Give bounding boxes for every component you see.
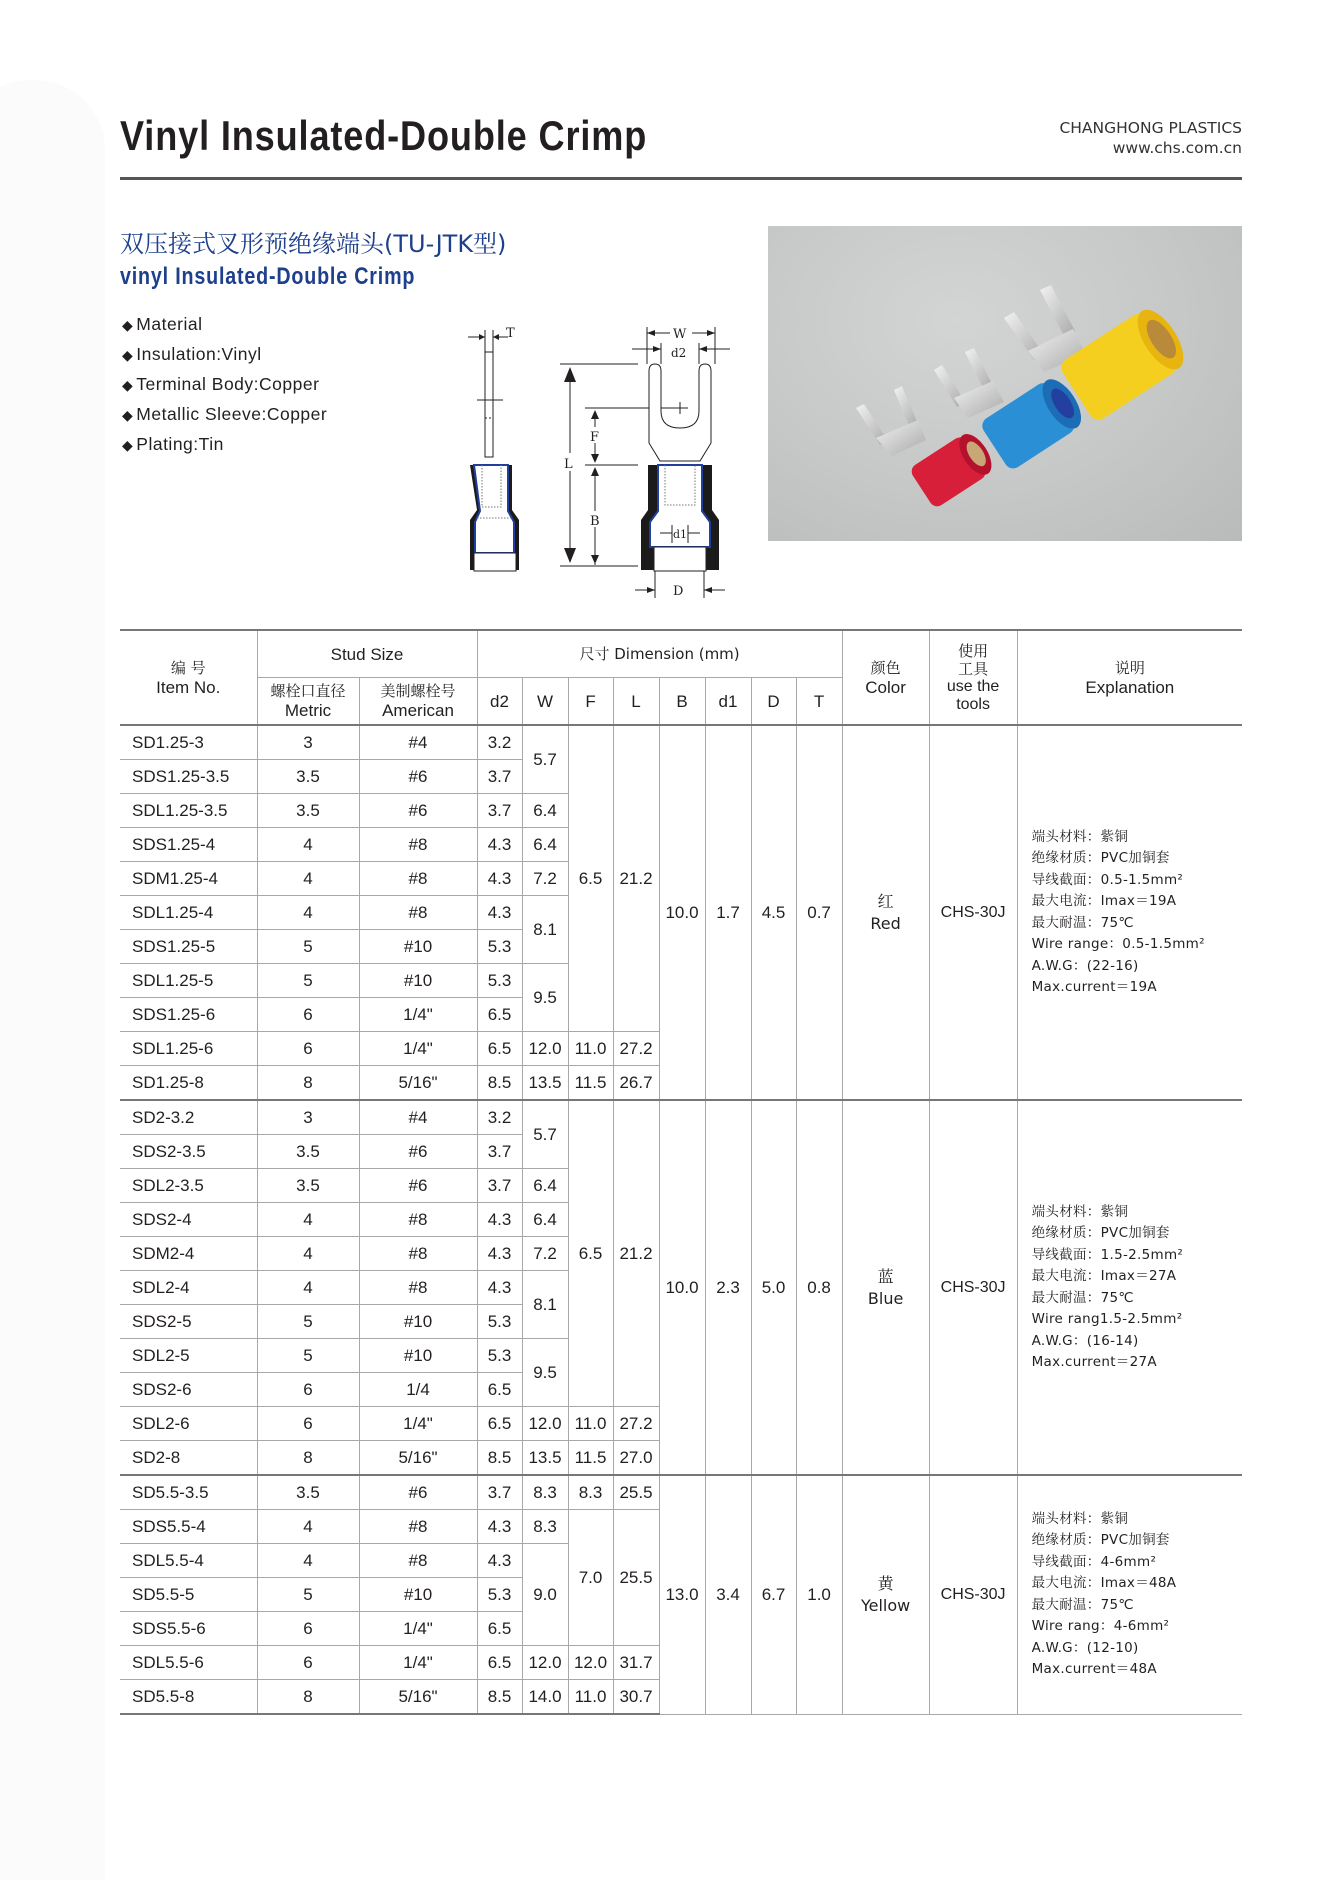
cell-W: 7.2 xyxy=(522,862,568,896)
header-color xyxy=(842,630,929,725)
cell-metric: 6 xyxy=(257,1373,359,1407)
cell-metric: 3.5 xyxy=(257,760,359,794)
header-text: 螺栓口直径 xyxy=(270,682,346,700)
explanation-line: 端头材料：紫铜 xyxy=(1031,828,1129,845)
cell-metric: 3.5 xyxy=(257,1135,359,1169)
cell-metric: 6 xyxy=(257,998,359,1032)
cell-T: 0.8 xyxy=(796,1100,842,1475)
cell-item-no: SDL5.5-4 xyxy=(120,1544,257,1578)
cell-W: 9.0 xyxy=(522,1544,568,1646)
feature-item xyxy=(122,312,327,342)
cell-F: 11.5 xyxy=(568,1441,613,1476)
cell-d2: 4.3 xyxy=(477,828,522,862)
dim-label-T: T xyxy=(506,326,515,341)
cell-B: 10.0 xyxy=(659,725,705,1100)
cell-item-no: SDL1.25-5 xyxy=(120,964,257,998)
header-F: F xyxy=(568,678,613,726)
cell-item-no: SDS1.25-5 xyxy=(120,930,257,964)
cell-d2: 4.3 xyxy=(477,1203,522,1237)
cell-american: 1/4" xyxy=(359,1407,477,1441)
cell-D: 5.0 xyxy=(751,1100,796,1475)
cell-metric: 4 xyxy=(257,862,359,896)
cell-d2: 6.5 xyxy=(477,1407,522,1441)
cell-american: #10 xyxy=(359,964,477,998)
cell-d2: 4.3 xyxy=(477,862,522,896)
cell-d2: 5.3 xyxy=(477,1339,522,1373)
color-name-en: Red xyxy=(870,913,901,933)
cell-d2: 5.3 xyxy=(477,930,522,964)
cell-american: #6 xyxy=(359,794,477,828)
header-dimension xyxy=(477,630,842,678)
cell-item-no: SD1.25-3 xyxy=(120,725,257,760)
cell-W: 13.5 xyxy=(522,1066,568,1101)
cell-tool: CHS-30J xyxy=(929,1100,1017,1475)
cell-L: 27.0 xyxy=(613,1441,659,1476)
cell-american: #6 xyxy=(359,1169,477,1203)
cell-W: 13.5 xyxy=(522,1441,568,1476)
cell-american: #4 xyxy=(359,725,477,760)
header-L: L xyxy=(613,678,659,726)
explanation-line: 绝缘材质：PVC加铜套 xyxy=(1031,850,1170,866)
product-photo xyxy=(768,226,1242,541)
cell-american: #6 xyxy=(359,760,477,794)
header-text: Color xyxy=(865,677,906,697)
cell-L: 27.2 xyxy=(613,1407,659,1441)
cell-d2: 3.7 xyxy=(477,794,522,828)
cell-d2: 8.5 xyxy=(477,1066,522,1101)
cell-explanation xyxy=(1017,1100,1242,1475)
cell-d2: 4.3 xyxy=(477,896,522,930)
cell-W: 14.0 xyxy=(522,1680,568,1715)
cell-metric: 5 xyxy=(257,1339,359,1373)
cell-metric: 3 xyxy=(257,725,359,760)
cell-L: 25.5 xyxy=(613,1510,659,1646)
cell-item-no: SDS2-3.5 xyxy=(120,1135,257,1169)
header-text: 编 号 xyxy=(170,658,206,677)
cell-item-no: SDS1.25-3.5 xyxy=(120,760,257,794)
cell-american: 1/4" xyxy=(359,1612,477,1646)
header-B: B xyxy=(659,678,705,726)
cell-item-no: SDL2-5 xyxy=(120,1339,257,1373)
cell-F: 8.3 xyxy=(568,1475,613,1510)
product-title-en: vinyl Insulated-Double Crimp xyxy=(120,263,416,290)
cell-item-no: SDS2-5 xyxy=(120,1305,257,1339)
color-name-en: Yellow xyxy=(860,1595,911,1615)
cell-L: 26.7 xyxy=(613,1066,659,1101)
cell-american: 1/4" xyxy=(359,1032,477,1066)
color-name-cn: 红 xyxy=(877,891,894,911)
cell-W: 6.4 xyxy=(522,1203,568,1237)
cell-item-no: SDL2-4 xyxy=(120,1271,257,1305)
header-T: T xyxy=(796,678,842,726)
explanation-line: 最大电流：Imax＝48A xyxy=(1031,1575,1177,1592)
cell-american: 1/4" xyxy=(359,1646,477,1680)
explanation-line: 导线截面：4-6mm² xyxy=(1031,1553,1157,1570)
cell-tool: CHS-30J xyxy=(929,725,1017,1100)
feature-list xyxy=(122,312,327,462)
cell-d2: 8.5 xyxy=(477,1441,522,1476)
explanation-line: 最大电流：Imax＝19A xyxy=(1031,893,1177,909)
diamond-bullet-icon: ◆ xyxy=(122,407,134,423)
cell-metric: 5 xyxy=(257,1578,359,1612)
cell-W: 6.4 xyxy=(522,794,568,828)
cell-d2: 5.3 xyxy=(477,1305,522,1339)
header-d1: d1 xyxy=(705,678,751,726)
cell-d2: 6.5 xyxy=(477,1032,522,1066)
cell-d1: 3.4 xyxy=(705,1475,751,1714)
cell-d2: 8.5 xyxy=(477,1680,522,1715)
header-tools xyxy=(929,630,1017,725)
cell-F: 11.0 xyxy=(568,1680,613,1715)
cell-color xyxy=(842,725,929,1100)
cell-american: #10 xyxy=(359,1578,477,1612)
table-group-blue xyxy=(120,1100,1242,1475)
feature-item xyxy=(122,342,327,372)
cell-L: 30.7 xyxy=(613,1680,659,1715)
cell-item-no: SDL1.25-6 xyxy=(120,1032,257,1066)
cell-american: 5/16" xyxy=(359,1441,477,1476)
header-rule xyxy=(120,177,1242,180)
dim-label-d1: d1 xyxy=(673,528,688,541)
header-text: tools xyxy=(956,695,990,713)
cell-d2: 6.5 xyxy=(477,1646,522,1680)
cell-d2: 4.3 xyxy=(477,1237,522,1271)
cell-d1: 1.7 xyxy=(705,725,751,1100)
header-text: 工具 xyxy=(958,659,989,678)
cell-W: 6.4 xyxy=(522,1169,568,1203)
cell-metric: 5 xyxy=(257,964,359,998)
diamond-bullet-icon: ◆ xyxy=(122,347,134,363)
cell-metric: 8 xyxy=(257,1066,359,1101)
explanation-line: 导线截面：1.5-2.5mm² xyxy=(1031,1246,1184,1263)
brand-website: www.chs.com.cn xyxy=(1112,139,1242,157)
feature-item xyxy=(122,432,327,462)
explanation-line: Max.current＝48A xyxy=(1031,1661,1157,1678)
cell-item-no: SDS1.25-6 xyxy=(120,998,257,1032)
cell-d2: 6.5 xyxy=(477,998,522,1032)
cell-american: #8 xyxy=(359,1237,477,1271)
explanation-line: 最大电流：Imax＝27A xyxy=(1031,1268,1177,1284)
cell-metric: 6 xyxy=(257,1407,359,1441)
cell-W: 8.1 xyxy=(522,1271,568,1339)
cell-tool: CHS-30J xyxy=(929,1475,1017,1714)
cell-item-no: SDS1.25-4 xyxy=(120,828,257,862)
explanation-line: Wire rang：4-6mm² xyxy=(1031,1618,1170,1635)
cell-item-no: SDL1.25-3.5 xyxy=(120,794,257,828)
cell-metric: 4 xyxy=(257,828,359,862)
cell-item-no: SD2-3.2 xyxy=(120,1100,257,1135)
cell-d1: 2.3 xyxy=(705,1100,751,1475)
cell-item-no: SDS2-4 xyxy=(120,1203,257,1237)
table-row xyxy=(120,725,1242,760)
dim-label-B: B xyxy=(590,514,600,529)
cell-metric: 6 xyxy=(257,1032,359,1066)
cell-W: 12.0 xyxy=(522,1407,568,1441)
feature-item xyxy=(122,402,327,432)
cell-american: #6 xyxy=(359,1475,477,1510)
cell-color xyxy=(842,1100,929,1475)
cell-american: #10 xyxy=(359,930,477,964)
header-text: 美制螺栓号 xyxy=(380,682,456,700)
cell-F: 11.0 xyxy=(568,1032,613,1066)
cell-d2: 3.7 xyxy=(477,1169,522,1203)
table-row xyxy=(120,1475,1242,1510)
header-explanation xyxy=(1017,630,1242,725)
dim-label-W: W xyxy=(673,327,687,342)
cell-metric: 6 xyxy=(257,1612,359,1646)
cell-d2: 6.5 xyxy=(477,1373,522,1407)
feature-text: Terminal Body:Copper xyxy=(136,374,320,394)
cell-T: 0.7 xyxy=(796,725,842,1100)
cell-D: 4.5 xyxy=(751,725,796,1100)
cell-F: 12.0 xyxy=(568,1646,613,1680)
cell-american: #10 xyxy=(359,1305,477,1339)
explanation-line: 绝缘材质：PVC加铜套 xyxy=(1031,1225,1170,1241)
page-title: Vinyl Insulated-Double Crimp xyxy=(120,112,648,159)
explanation-line: 最大耐温：75℃ xyxy=(1031,1289,1134,1306)
dim-label-F: F xyxy=(590,430,600,445)
cell-american: 5/16" xyxy=(359,1066,477,1101)
cell-metric: 5 xyxy=(257,1305,359,1339)
cell-american: #8 xyxy=(359,862,477,896)
explanation-lines xyxy=(1018,1509,1243,1681)
cell-D: 6.7 xyxy=(751,1475,796,1714)
cell-W: 12.0 xyxy=(522,1032,568,1066)
cell-F: 7.0 xyxy=(568,1510,613,1646)
cell-item-no: SDS5.5-6 xyxy=(120,1612,257,1646)
cell-W: 8.3 xyxy=(522,1475,568,1510)
cell-metric: 4 xyxy=(257,1510,359,1544)
cell-d2: 3.7 xyxy=(477,760,522,794)
cell-american: #10 xyxy=(359,1339,477,1373)
product-title-cn: 双压接式叉形预绝缘端头(TU-JTK型) xyxy=(120,230,507,258)
cell-W: 8.1 xyxy=(522,896,568,964)
color-name-cn: 黄 xyxy=(877,1573,894,1593)
terminal-technical-drawing xyxy=(460,315,750,600)
cell-american: #8 xyxy=(359,828,477,862)
cell-item-no: SDL2-6 xyxy=(120,1407,257,1441)
explanation-line: 端头材料：紫铜 xyxy=(1031,1510,1129,1527)
explanation-line: 导线截面：0.5-1.5mm² xyxy=(1031,871,1184,888)
cell-d2: 4.3 xyxy=(477,1510,522,1544)
table-group-red xyxy=(120,725,1242,1100)
dim-label-d2: d2 xyxy=(671,346,687,360)
header-stud-size: Stud Size xyxy=(257,630,477,678)
cell-explanation xyxy=(1017,725,1242,1100)
explanation-line: Wire range：0.5-1.5mm² xyxy=(1031,936,1205,952)
header-text: use the xyxy=(946,677,1000,695)
explanation-line: Wire rang1.5-2.5mm² xyxy=(1031,1311,1183,1327)
cell-d2: 3.7 xyxy=(477,1135,522,1169)
cell-F: 6.5 xyxy=(568,725,613,1032)
cell-B: 13.0 xyxy=(659,1475,705,1714)
cell-metric: 8 xyxy=(257,1680,359,1715)
header-metric xyxy=(257,678,359,726)
cell-W: 5.7 xyxy=(522,725,568,794)
cell-W: 8.3 xyxy=(522,1510,568,1544)
cell-d2: 3.2 xyxy=(477,1100,522,1135)
cell-american: 1/4 xyxy=(359,1373,477,1407)
header-text: 尺寸 Dimension (mm) xyxy=(579,645,740,663)
cell-W: 5.7 xyxy=(522,1100,568,1169)
feature-text: Metallic Sleeve:Copper xyxy=(136,404,328,424)
header-text: Item No. xyxy=(156,677,221,697)
cell-W: 6.4 xyxy=(522,828,568,862)
header-text: Metric xyxy=(284,701,332,720)
brand-block xyxy=(1059,118,1242,158)
cell-d2: 4.3 xyxy=(477,1271,522,1305)
cell-d2: 5.3 xyxy=(477,964,522,998)
header-text: 说明 xyxy=(1114,658,1145,677)
cell-metric: 3.5 xyxy=(257,794,359,828)
table-row xyxy=(120,1100,1242,1135)
cell-item-no: SDL1.25-4 xyxy=(120,896,257,930)
cell-W: 7.2 xyxy=(522,1237,568,1271)
brand-name: CHANGHONG PLASTICS xyxy=(1059,119,1242,137)
cell-metric: 4 xyxy=(257,1203,359,1237)
cell-explanation xyxy=(1017,1475,1242,1714)
color-name-cn: 蓝 xyxy=(877,1266,894,1286)
cell-item-no: SD5.5-5 xyxy=(120,1578,257,1612)
cell-item-no: SDM1.25-4 xyxy=(120,862,257,896)
explanation-line: 最大耐温：75℃ xyxy=(1031,1596,1134,1613)
cell-metric: 5 xyxy=(257,930,359,964)
cell-american: #6 xyxy=(359,1135,477,1169)
cell-item-no: SDL2-3.5 xyxy=(120,1169,257,1203)
explanation-line: 最大耐温：75℃ xyxy=(1031,914,1134,931)
cell-d2: 5.3 xyxy=(477,1578,522,1612)
diamond-bullet-icon: ◆ xyxy=(122,437,134,453)
cell-F: 11.0 xyxy=(568,1407,613,1441)
cell-american: #8 xyxy=(359,1203,477,1237)
cell-american: #8 xyxy=(359,1510,477,1544)
cell-item-no: SD1.25-8 xyxy=(120,1066,257,1101)
cell-metric: 4 xyxy=(257,1237,359,1271)
cell-item-no: SDS5.5-4 xyxy=(120,1510,257,1544)
cell-d2: 3.7 xyxy=(477,1475,522,1510)
background-shape xyxy=(0,80,105,1880)
cell-metric: 4 xyxy=(257,896,359,930)
cell-item-no: SDM2-4 xyxy=(120,1237,257,1271)
cell-item-no: SD2-8 xyxy=(120,1441,257,1476)
header-text: 使用 xyxy=(958,641,989,660)
explanation-lines xyxy=(1018,827,1243,999)
feature-text: Material xyxy=(136,314,203,334)
cell-american: #4 xyxy=(359,1100,477,1135)
explanation-line: 端头材料：紫铜 xyxy=(1031,1203,1129,1220)
cell-american: 5/16" xyxy=(359,1680,477,1715)
explanation-line: Max.current＝27A xyxy=(1031,1354,1157,1370)
cell-F: 11.5 xyxy=(568,1066,613,1101)
explanation-line: A.W.G：(22-16) xyxy=(1031,957,1139,974)
table-group-yellow xyxy=(120,1475,1242,1714)
cell-T: 1.0 xyxy=(796,1475,842,1714)
cell-american: #8 xyxy=(359,1271,477,1305)
cell-color xyxy=(842,1475,929,1714)
feature-item xyxy=(122,372,327,402)
header-item-no xyxy=(120,630,257,725)
cell-d2: 4.3 xyxy=(477,1544,522,1578)
cell-american: 1/4" xyxy=(359,998,477,1032)
spec-table xyxy=(120,629,1242,1715)
cell-metric: 3 xyxy=(257,1100,359,1135)
cell-B: 10.0 xyxy=(659,1100,705,1475)
diamond-bullet-icon: ◆ xyxy=(122,317,134,333)
terminals-illustration xyxy=(768,226,1242,541)
cell-L: 21.2 xyxy=(613,1100,659,1407)
explanation-line: 绝缘材质：PVC加铜套 xyxy=(1031,1532,1170,1549)
dim-label-L: L xyxy=(564,457,573,472)
cell-L: 27.2 xyxy=(613,1032,659,1066)
cell-W: 12.0 xyxy=(522,1646,568,1680)
cell-W: 9.5 xyxy=(522,1339,568,1407)
cell-L: 21.2 xyxy=(613,725,659,1032)
cell-item-no: SD5.5-3.5 xyxy=(120,1475,257,1510)
cell-d2: 6.5 xyxy=(477,1612,522,1646)
cell-metric: 3.5 xyxy=(257,1475,359,1510)
cell-L: 31.7 xyxy=(613,1646,659,1680)
explanation-line: A.W.G：(12-10) xyxy=(1031,1639,1139,1656)
cell-metric: 4 xyxy=(257,1544,359,1578)
cell-metric: 4 xyxy=(257,1271,359,1305)
header-d2: d2 xyxy=(477,678,522,726)
cell-metric: 8 xyxy=(257,1441,359,1476)
explanation-lines xyxy=(1018,1202,1243,1374)
cell-metric: 3.5 xyxy=(257,1169,359,1203)
cell-metric: 6 xyxy=(257,1646,359,1680)
cell-d2: 3.2 xyxy=(477,725,522,760)
header-text: American xyxy=(382,701,454,720)
explanation-line: Max.current＝19A xyxy=(1031,979,1157,995)
feature-text: Plating:Tin xyxy=(136,434,224,454)
cell-F: 6.5 xyxy=(568,1100,613,1407)
color-name-en: Blue xyxy=(867,1288,904,1308)
explanation-line: A.W.G：(16-14) xyxy=(1031,1332,1139,1349)
cell-L: 25.5 xyxy=(613,1475,659,1510)
diamond-bullet-icon: ◆ xyxy=(122,377,134,393)
header-text: 颜色 xyxy=(870,658,901,677)
cell-american: #8 xyxy=(359,896,477,930)
dim-label-D: D xyxy=(673,584,684,599)
cell-W: 9.5 xyxy=(522,964,568,1032)
header-american xyxy=(359,678,477,726)
cell-american: #8 xyxy=(359,1544,477,1578)
header-text: Explanation xyxy=(1085,677,1175,697)
cell-item-no: SDL5.5-6 xyxy=(120,1646,257,1680)
header-W: W xyxy=(522,678,568,726)
feature-text: Insulation:Vinyl xyxy=(136,344,262,364)
cell-item-no: SDS2-6 xyxy=(120,1373,257,1407)
header-D: D xyxy=(751,678,796,726)
cell-item-no: SD5.5-8 xyxy=(120,1680,257,1715)
